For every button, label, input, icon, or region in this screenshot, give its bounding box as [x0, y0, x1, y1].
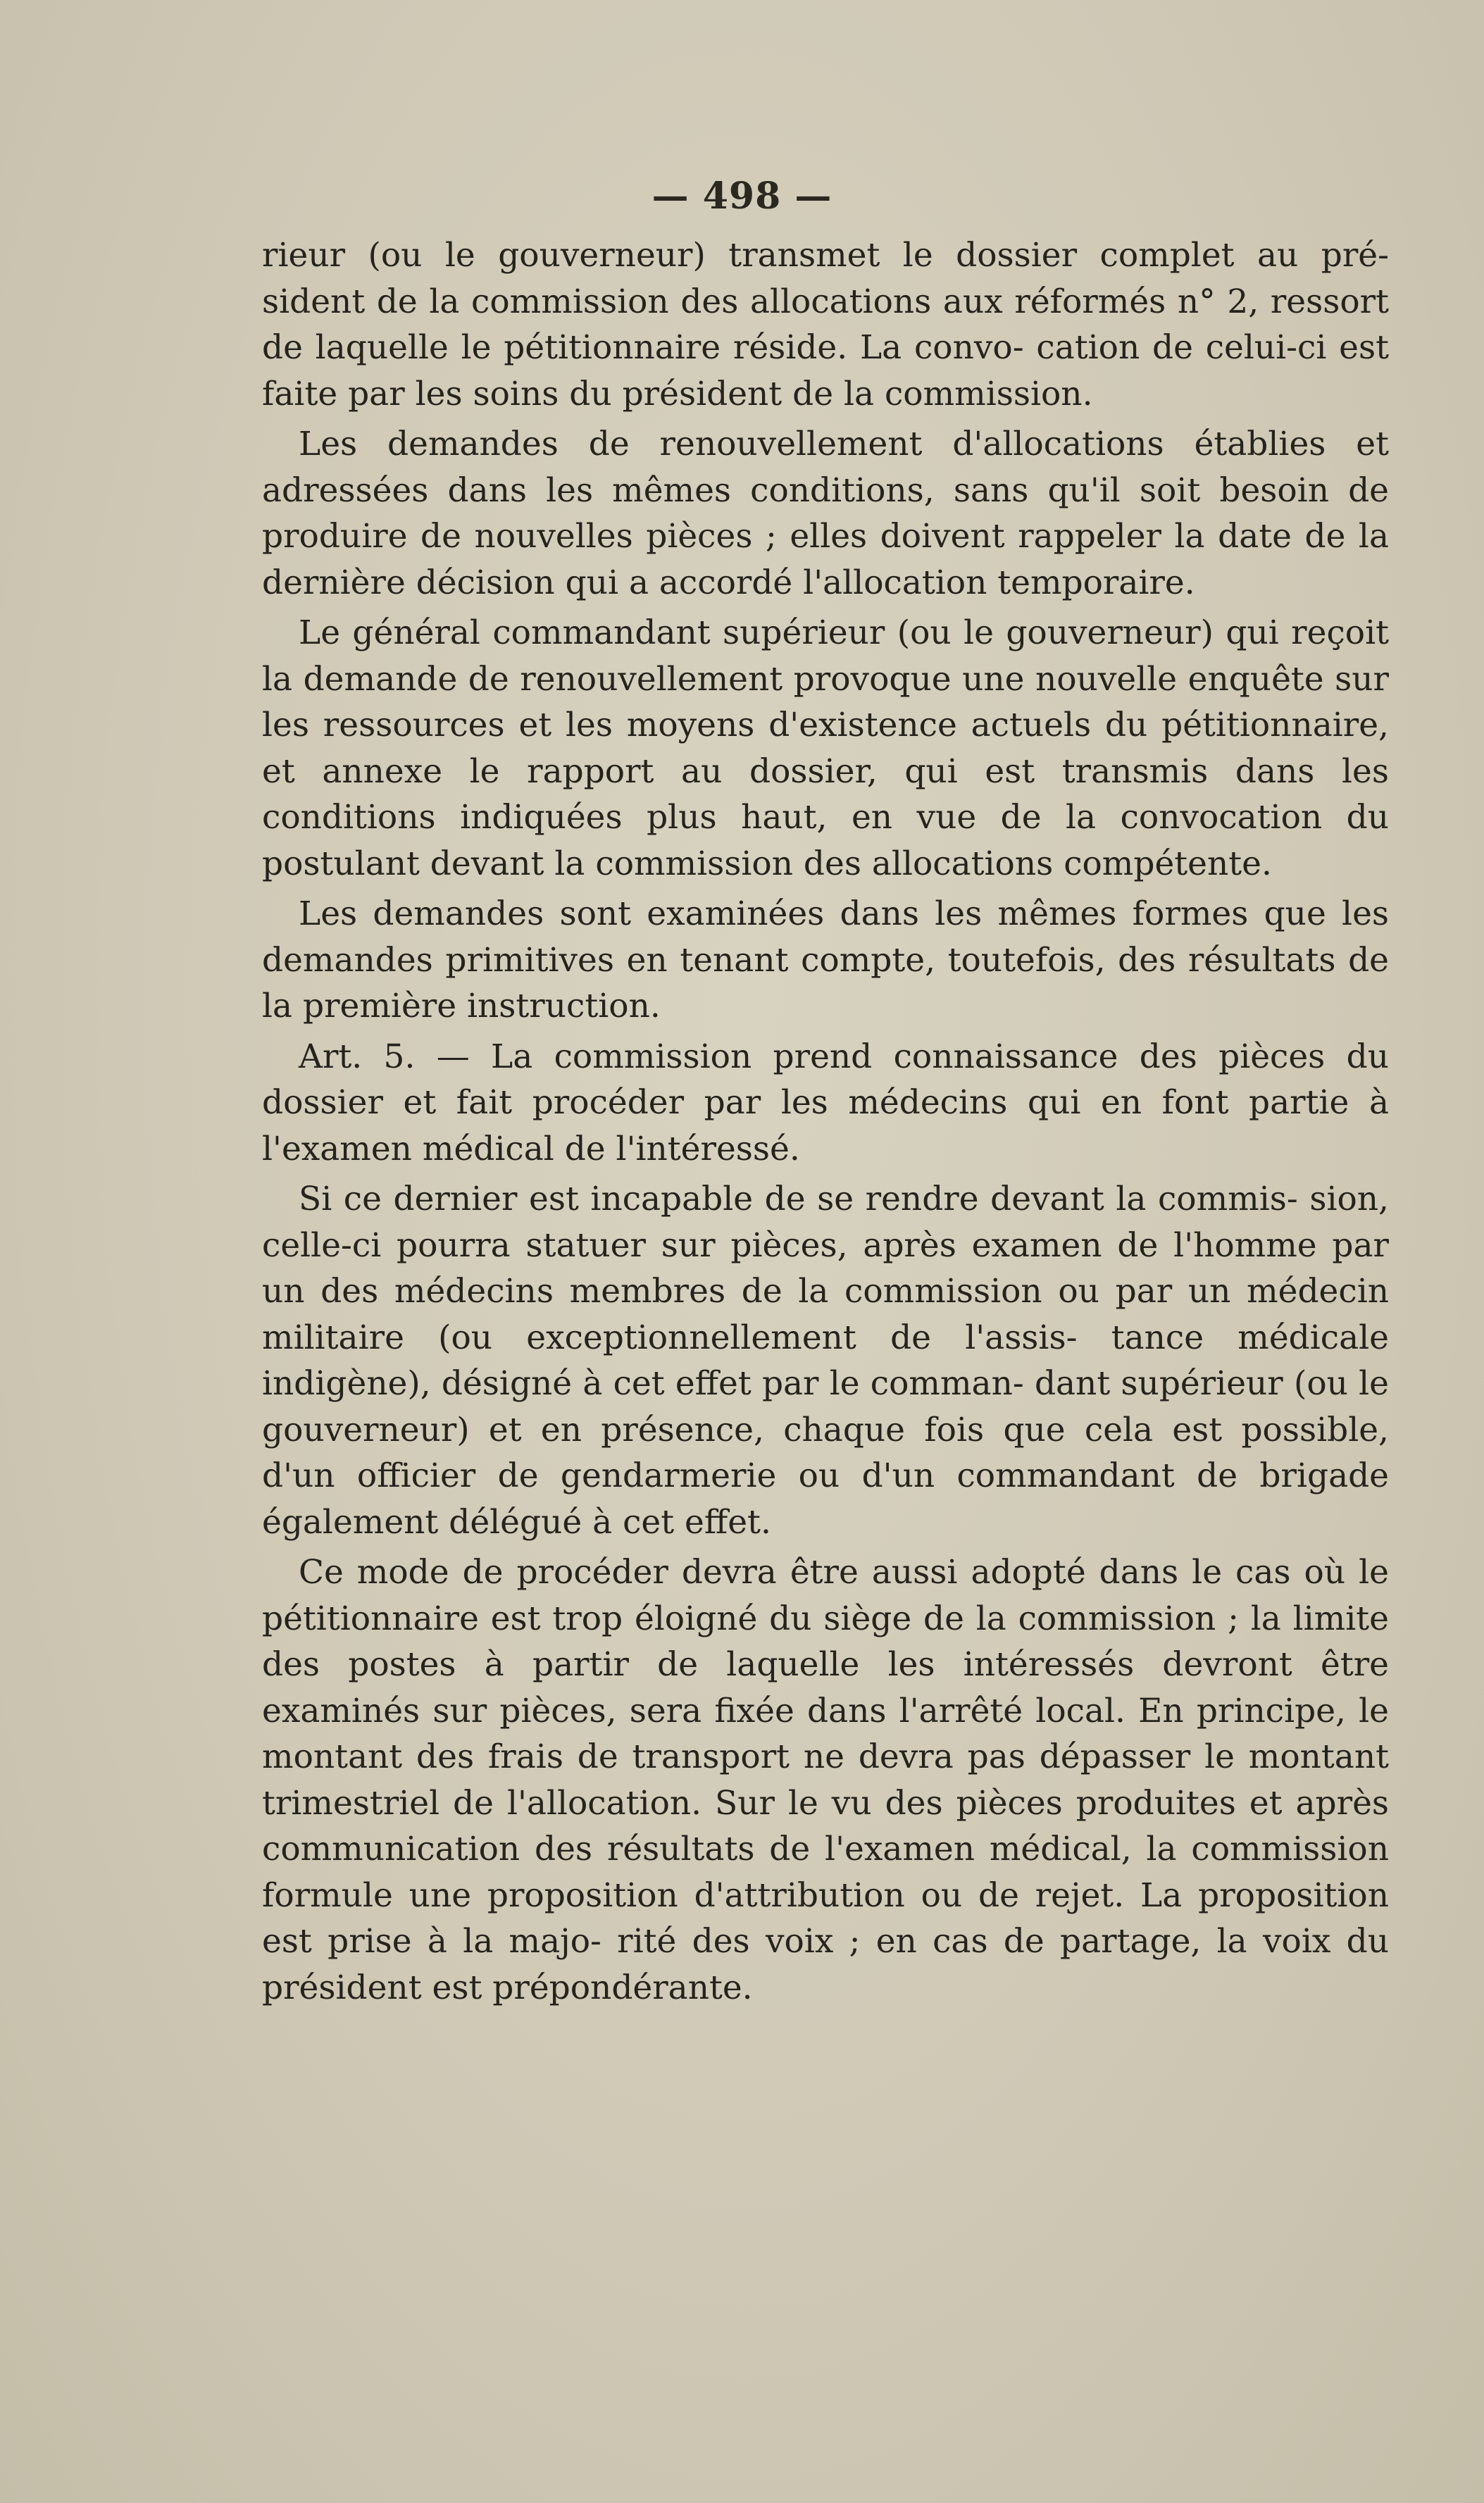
line: Si ce dernier est incapable de se rendre devant la commis- [299, 1180, 1298, 1218]
line: Les demandes sont examinées dans les mêmes formes que [299, 894, 1326, 933]
line: d'attribution ou de rejet. La proposition est prise à la majo- [262, 1875, 1389, 1961]
page-number: — 498 — [651, 175, 833, 218]
paragraph-4 [262, 891, 1389, 1030]
paragraph-7 [262, 1549, 1389, 2011]
line: de la dernière décision qui a accordé l'allocation temporaire. [262, 517, 1389, 602]
line: l'homme par un des médecins membres de la commission ou [262, 1225, 1390, 1311]
paragraph-1 [262, 232, 1389, 417]
line: tance médicale indigène), désigné à cet effet par le comman- [262, 1318, 1389, 1403]
line: rité des voix ; en cas de partage, la voix du président est [262, 1922, 1389, 2007]
line: transmis dans les conditions indiquées plus haut, en vue de la [262, 751, 1389, 837]
line: le pétitionnaire est trop éloigné du siège de la commission ; [262, 1553, 1389, 1638]
line: prépondérante. [492, 1968, 753, 2007]
paragraph-6 [262, 1176, 1389, 1545]
line: à l'examen médical de l'intéressé. [262, 1083, 1389, 1168]
line: principe, le montant des frais de transport ne devra pas [262, 1691, 1389, 1776]
line: rieur (ou le gouverneur) transmet le dossier complet au pré- [262, 236, 1389, 275]
line: commandant de brigade également délégué à cet effet. [262, 1456, 1389, 1542]
line: reçoit la demande de renouvellement provoque une nouvelle [262, 613, 1389, 699]
line: du pétitionnaire, et annexe le rapport au dossier, qui est [262, 706, 1389, 791]
line: Art. 5. — La commission prend connaissance des pièces [299, 1037, 1326, 1076]
body-text [262, 232, 1389, 2011]
line: les demandes primitives en tenant compte, toutefois, des [262, 894, 1389, 980]
line: dépasser le montant trimestriel de l'allocation. Sur le vu des [262, 1737, 1389, 1823]
line: la limite des postes à partir de laquelle les intéressés devront [262, 1599, 1389, 1684]
paragraph-article-5 [262, 1034, 1389, 1173]
line: par un médecin militaire (ou exceptionnellement de l'assis- [262, 1272, 1389, 1357]
line: Ce mode de procéder devra être aussi adopté dans le cas où [299, 1553, 1346, 1592]
line: Les demandes de renouvellement d'allocations établies et [299, 425, 1389, 463]
line: Le général commandant supérieur (ou le gouverneur) qui [299, 613, 1279, 652]
line: cation de celui-ci est faite par les soins du président de la [262, 328, 1389, 413]
line: l'examen médical, la commission formule une proposition [262, 1830, 1389, 1915]
line: sident de la commission des allocations aux réformés n° 2, [262, 282, 1259, 321]
line: du dossier et fait procéder par les médecins qui en font partie [262, 1037, 1389, 1122]
line: ressort de laquelle le pétitionnaire réside. La convo- [262, 282, 1389, 367]
line: résultats de la première instruction. [262, 940, 1389, 1025]
line: compétente. [1064, 844, 1272, 883]
line: commission. [884, 374, 1093, 413]
paragraph-3 [262, 610, 1389, 887]
line: dant supérieur (ou le gouverneur) et en présence, chaque fois [262, 1364, 1389, 1449]
line: que cela est possible, d'un officier de gendarmerie ou d'un [262, 1410, 1389, 1495]
line: pièces produites et après communication des résultats de [262, 1783, 1390, 1868]
paragraph-2 [262, 421, 1389, 606]
line: être examinés sur pièces, sera fixée dans l'arrêté local. En [262, 1645, 1389, 1730]
line: sion, celle-ci pourra statuer sur pièces, après examen de [262, 1180, 1389, 1265]
line: produire de nouvelles pièces ; elles doivent rappeler la date [262, 517, 1292, 556]
line: enquête sur les ressources et les moyens d'existence actuels [262, 659, 1389, 744]
line: adressées dans les mêmes conditions, sans qu'il soit besoin de [262, 470, 1389, 510]
line: convocation du postulant devant la commission des allocations [262, 798, 1389, 883]
